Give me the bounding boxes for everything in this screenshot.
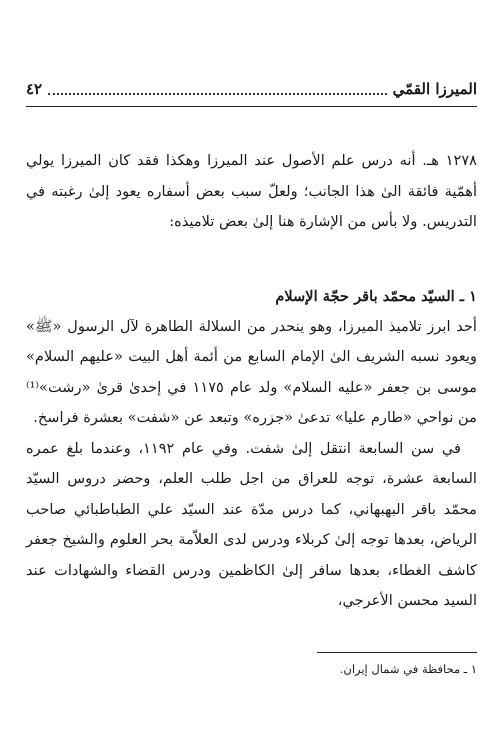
header-title: الميرزا القمّي (392, 80, 477, 98)
header-rule (26, 106, 477, 107)
section-gap (26, 238, 477, 282)
page-number: ٤٢ (26, 80, 43, 98)
footnote-separator (317, 652, 477, 653)
header-dot-leader (48, 93, 387, 95)
paragraph-2: في سن السابعة انتقل إلىٰ شفت. وفي عام ١١٩٢، وعندما بلغ عمره السابعة عشرة، توجه للعراق من اجل طلب العلم، وحضر دروس السيّد محمّد باقر البهبهاني، كما درس مدّة عند السيّد علي الطباطبائي صاحب الرياض، بعدها توجه إلىٰ كربلاء ودرس لدى العلاّمة بحر العلوم والشيخ جعفر كاشف الغطاء، بعدها سافر إلىٰ الكاظمين ودرس القضاء والشهادات عند السيد محسن الأعرجي، (26, 439, 477, 609)
intro-paragraph: ١٢٧٨ هـ. أنه درس علم الأصول عند الميرزا وهكذا فقد كان الميرزا يولي أهمّية فائقة الىٰ هذا الجانب؛ ولعلّ سبب بعض أسفاره يعود إلىٰ رغبته في التدريس. ولا بأس من الإشارة هنا إلىٰ بعض تلاميذه: (26, 152, 477, 230)
running-header (26, 76, 477, 102)
section-heading: ١ ـ السيّد محمّد باقر حجّة الإسلام (275, 287, 477, 305)
paragraph-1: أحد ابرز تلاميذ الميرزا، وهو ينحدر من السلالة الطاهرة لآل الرسول «ﷺ» ويعود نسبه الشريف الىٰ الإمام السابع من أئمة أهل البيت «عليهم السلام» موسى بن جعفر «عليه السلام» ولد عام ١١٧٥ في إحدىٰ قرىٰ «رشت»⁽¹⁾ من نواحي «طارم عليا» تدعىٰ «جزره» وتبعد عن «شفت» بعشرة فراسخ. (26, 317, 478, 426)
body-text (26, 146, 477, 617)
footnote: ١ ـ محافظة في شمال إيران. (339, 662, 477, 676)
